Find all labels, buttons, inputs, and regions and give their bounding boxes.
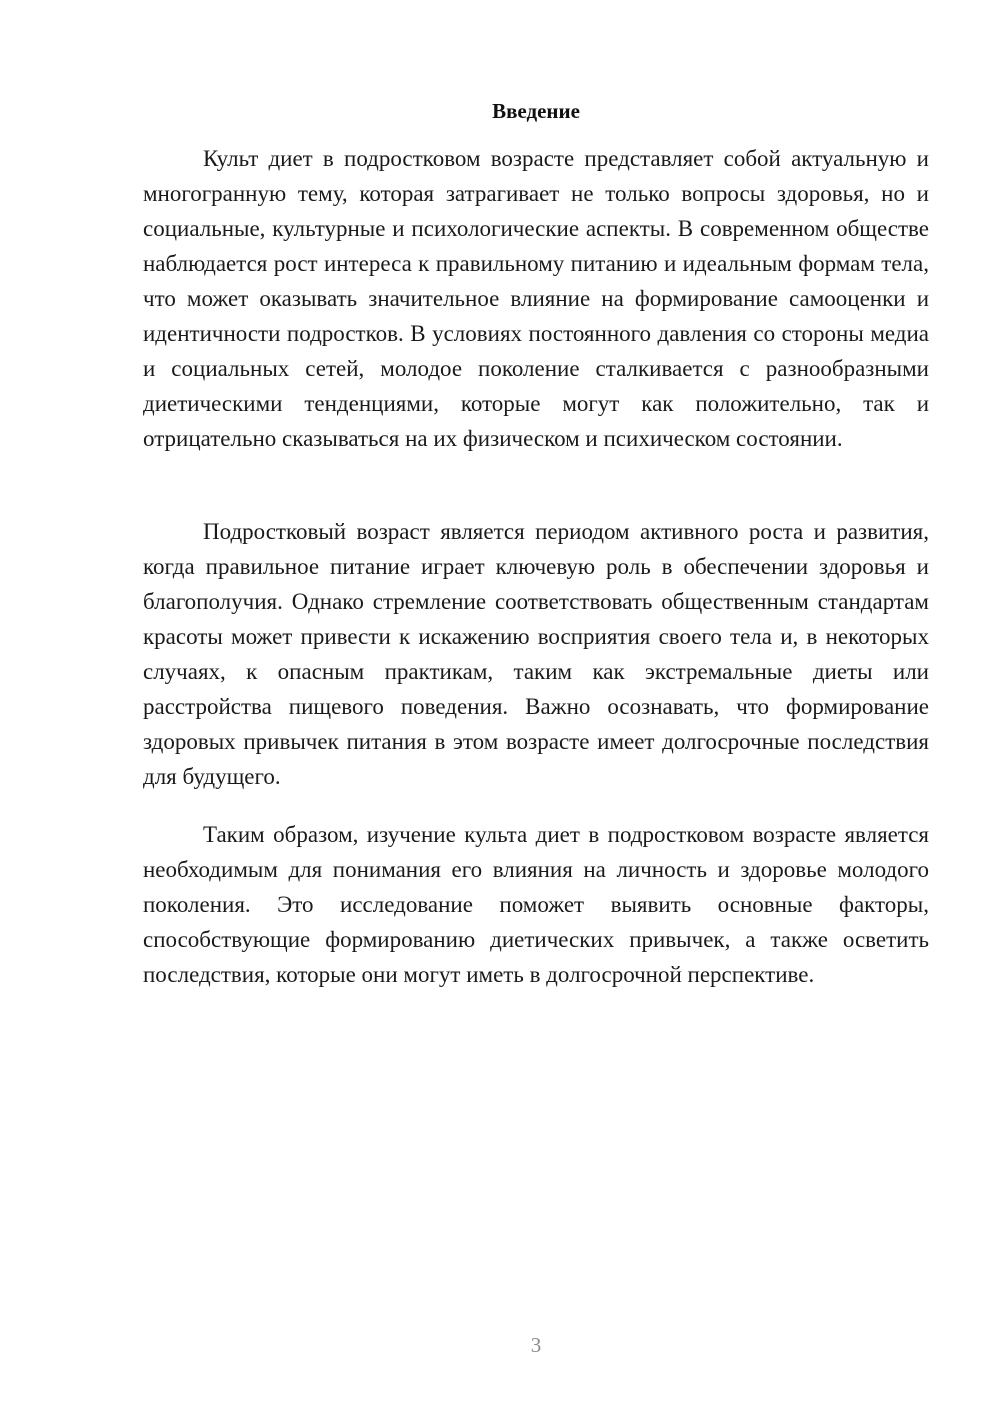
paragraph-3: Таким образом, изучение культа диет в подростковом возрасте является необходимым для понимания его влияния на личность и здоровье молодого поколения. Это исследование поможет выявить основные факторы, способствующие формированию диетических привычек, а также осветить последствия, которые они могут иметь в долгосрочной перспективе. <box>143 822 929 987</box>
section-title: Введение <box>492 99 580 123</box>
paragraph-1: Культ диет в подростковом возрасте представляет собой актуальную и многогранную тему, которая затрагивает не только вопросы здоровья, но и социальные, культурные и психологические аспекты. В современном обществе наблюдается рост интереса к правильному питанию и идеальным формам тела, что может оказывать значительное влияние на формирование самооценки и идентичности подростков. В условиях постоянного давления со стороны медиа и социальных сетей, молодое поколение сталкивается с разнообразными диетическими тенденциями, которые могут как положительно, так и отрицательно сказываться на их физическом и психическом состоянии. <box>143 146 929 451</box>
paragraph-2: Подростковый возраст является периодом активного роста и развития, когда правильное питание играет ключевую роль в обеспечении здоровья и благополучия. Однако стремление соответствовать общественным стандартам красоты может привести к искажению восприятия своего тела и, в некоторых случаях, к опасным практикам, таким как экстремальные диеты или расстройства пищевого поведения. Важно осознавать, что формирование здоровых привычек питания в этом возрасте имеет долгосрочные последствия для будущего. <box>143 519 929 789</box>
page-number: 3 <box>530 1333 542 1357</box>
